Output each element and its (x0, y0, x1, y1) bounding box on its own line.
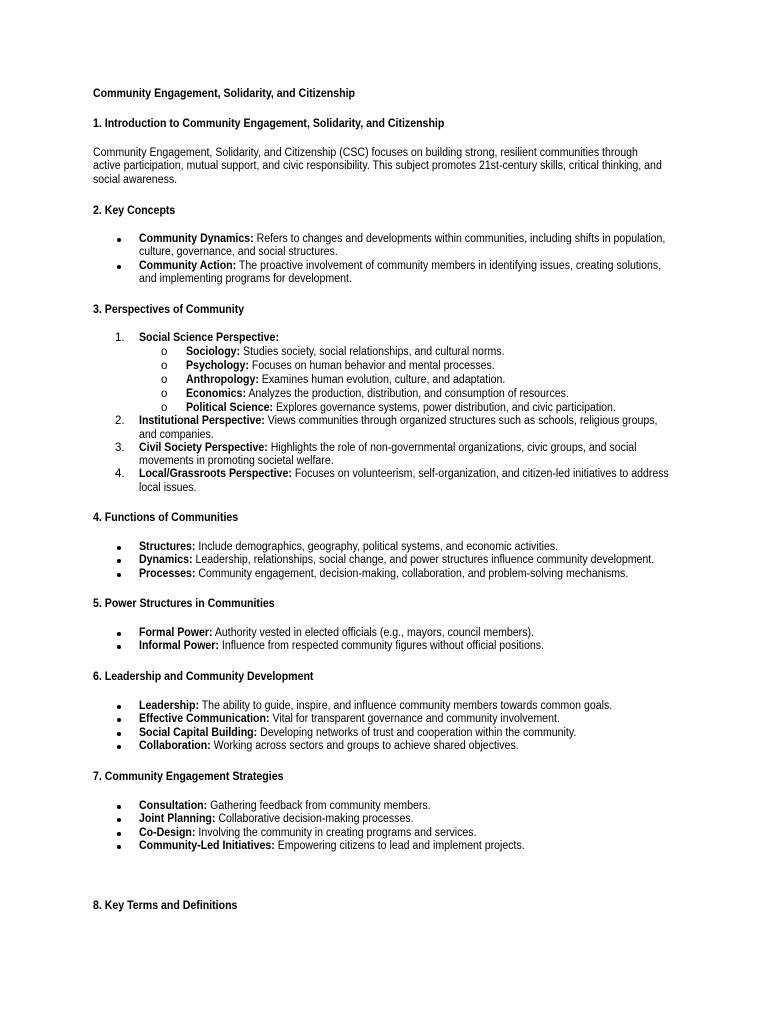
section-heading: 5. Power Structures in Communities (93, 598, 275, 610)
list-item (0, 568, 768, 581)
list-item (0, 554, 768, 567)
item-term: Structures: (139, 541, 196, 553)
section-heading: 7. Community Engagement Strategies (93, 771, 284, 783)
item-text: Studies society, social relationships, and cultural norms. (240, 346, 505, 359)
bullet-icon (117, 818, 121, 822)
list-item (0, 640, 768, 653)
item-term: Economics: (186, 388, 246, 401)
list-item (0, 627, 768, 640)
item-term: Political Science: (186, 402, 274, 415)
item-term: Institutional Perspective: (139, 415, 265, 428)
bullet-icon (117, 238, 121, 242)
item-text: Gathering feedback from community members. (207, 800, 431, 812)
item-text: Vital for transparent governance and community involvement. (269, 713, 560, 726)
item-term: Effective Communication: (139, 713, 270, 726)
functions-list (0, 541, 768, 581)
circle-bullet-icon: o (161, 346, 168, 359)
item-text: The proactive involvement of community members in identifying issues, creating solutions, and implementing programs for development. (139, 259, 662, 285)
bullet-icon (117, 546, 121, 550)
item-term: Community Action: (139, 259, 237, 272)
list-item (0, 800, 768, 813)
item-term: Collaboration: (139, 739, 211, 752)
item-term: Sociology: (186, 346, 241, 359)
section-paragraph: Community Engagement, Solidarity, and Citizenship (CSC) focuses on building strong, resilient communities through active participation, mutual support, and civic responsibility. This subject promotes 21st-century skills, critical thinking, and social awareness. (93, 147, 662, 186)
power-structures-list (0, 627, 768, 654)
list-item (0, 260, 768, 287)
circle-bullet-icon: o (161, 374, 168, 387)
item-text: Examines human evolution, culture, and adaptation. (258, 374, 506, 387)
list-item (0, 740, 768, 753)
circle-bullet-icon: o (161, 360, 168, 373)
sublist-item (0, 373, 768, 387)
list-number: 2. (115, 415, 125, 428)
list-item (0, 332, 768, 415)
section-heading: 1. Introduction to Community Engagement, Solidarity, and Citizenship (93, 118, 445, 130)
bullet-icon (117, 745, 121, 749)
social-science-sublist (0, 345, 768, 415)
bullet-icon (117, 845, 121, 849)
item-term: Processes: (139, 567, 196, 580)
list-item (0, 442, 768, 469)
bullet-icon (117, 559, 121, 563)
perspectives-list (0, 332, 768, 495)
item-term: Social Capital Building: (139, 726, 258, 739)
list-item (0, 727, 768, 740)
bullet-icon (117, 805, 121, 809)
item-term: Local/Grassroots Perspective: (139, 468, 292, 481)
bullet-icon (117, 632, 121, 636)
item-text: Explores governance systems, power distribution, and civic participation. (273, 402, 616, 415)
bullet-icon (117, 705, 121, 709)
item-text: Leadership, relationships, social change, and power structures influence community development. (192, 554, 655, 567)
item-term: Leadership: (139, 700, 199, 712)
key-concepts-list (0, 233, 768, 286)
item-term: Social Science Perspective: (139, 332, 279, 344)
list-number: 1. (115, 332, 125, 344)
item-text: Refers to changes and developments within communities, including shifts in population, culture, governance, and social structures. (139, 233, 666, 259)
document-title: Community Engagement, Solidarity, and Citizenship (93, 88, 355, 100)
bullet-icon (117, 265, 121, 269)
item-term: Psychology: (186, 360, 249, 373)
item-text: Views communities through organized structures such as schools, religious groups, and companies. (139, 415, 658, 441)
item-text: Analyzes the production, distribution, and consumption of resources. (245, 388, 569, 401)
item-text: The ability to guide, inspire, and influence community members towards common goals. (198, 700, 613, 712)
item-term: Consultation: (139, 800, 208, 812)
sublist-item (0, 387, 768, 401)
bullet-icon (117, 573, 121, 577)
item-text: Collaborative decision-making processes. (215, 813, 414, 826)
section-heading: 3. Perspectives of Community (93, 304, 245, 316)
item-term: Dynamics: (139, 554, 193, 567)
list-item (0, 840, 768, 853)
sublist-item (0, 359, 768, 373)
item-text: Focuses on volunteerism, self-organization, and citizen-led initiatives to address local issues. (139, 468, 669, 494)
section-heading: 8. Key Terms and Definitions (93, 900, 238, 912)
item-term: Anthropology: (186, 374, 259, 387)
item-text: Highlights the role of non-governmental organizations, civic groups, and social movements in promoting societal welfare. (139, 441, 637, 468)
list-item (0, 541, 768, 554)
list-item (0, 713, 768, 726)
list-item (0, 827, 768, 840)
list-number: 4. (115, 468, 125, 481)
sublist-item (0, 345, 768, 359)
circle-bullet-icon: o (161, 402, 168, 415)
item-text: Developing networks of trust and cooperation within the community. (257, 726, 577, 739)
circle-bullet-icon: o (161, 388, 168, 401)
item-term: Formal Power: (139, 627, 213, 639)
engagement-strategies-list (0, 800, 768, 853)
leadership-list (0, 700, 768, 753)
bullet-icon (117, 732, 121, 736)
item-text: Working across sectors and groups to achieve shared objectives. (210, 739, 519, 752)
list-item (0, 813, 768, 826)
bullet-icon (117, 645, 121, 649)
item-term: Joint Planning: (139, 813, 216, 826)
item-text: Authority vested in elected officials (e.g., mayors, council members). (212, 627, 534, 639)
section-heading: 2. Key Concepts (93, 205, 176, 217)
item-text: Community engagement, decision-making, collaboration, and problem-solving mechanisms. (195, 567, 629, 580)
list-item (0, 415, 768, 442)
item-text: Focuses on human behavior and mental processes. (248, 360, 495, 373)
item-term: Community-Led Initiatives: (139, 839, 275, 852)
item-term: Community Dynamics: (139, 233, 254, 245)
section-heading: 4. Functions of Communities (93, 512, 239, 524)
item-text: Empowering citizens to lead and implement projects. (274, 839, 525, 852)
item-text: Involving the community in creating programs and services. (195, 826, 477, 839)
section-heading: 6. Leadership and Community Development (93, 671, 314, 683)
bullet-icon (117, 718, 121, 722)
sublist-item (0, 401, 768, 415)
item-term: Informal Power: (139, 640, 219, 653)
item-term: Civil Society Perspective: (139, 441, 268, 454)
list-item (0, 468, 768, 495)
item-text: Include demographics, geography, political systems, and economic activities. (195, 541, 559, 553)
list-number: 3. (115, 441, 125, 454)
bullet-icon (117, 832, 121, 836)
list-item (0, 233, 768, 260)
list-item (0, 700, 768, 713)
item-term: Co-Design: (139, 826, 196, 839)
item-text: Influence from respected community figures without official positions. (218, 640, 544, 653)
